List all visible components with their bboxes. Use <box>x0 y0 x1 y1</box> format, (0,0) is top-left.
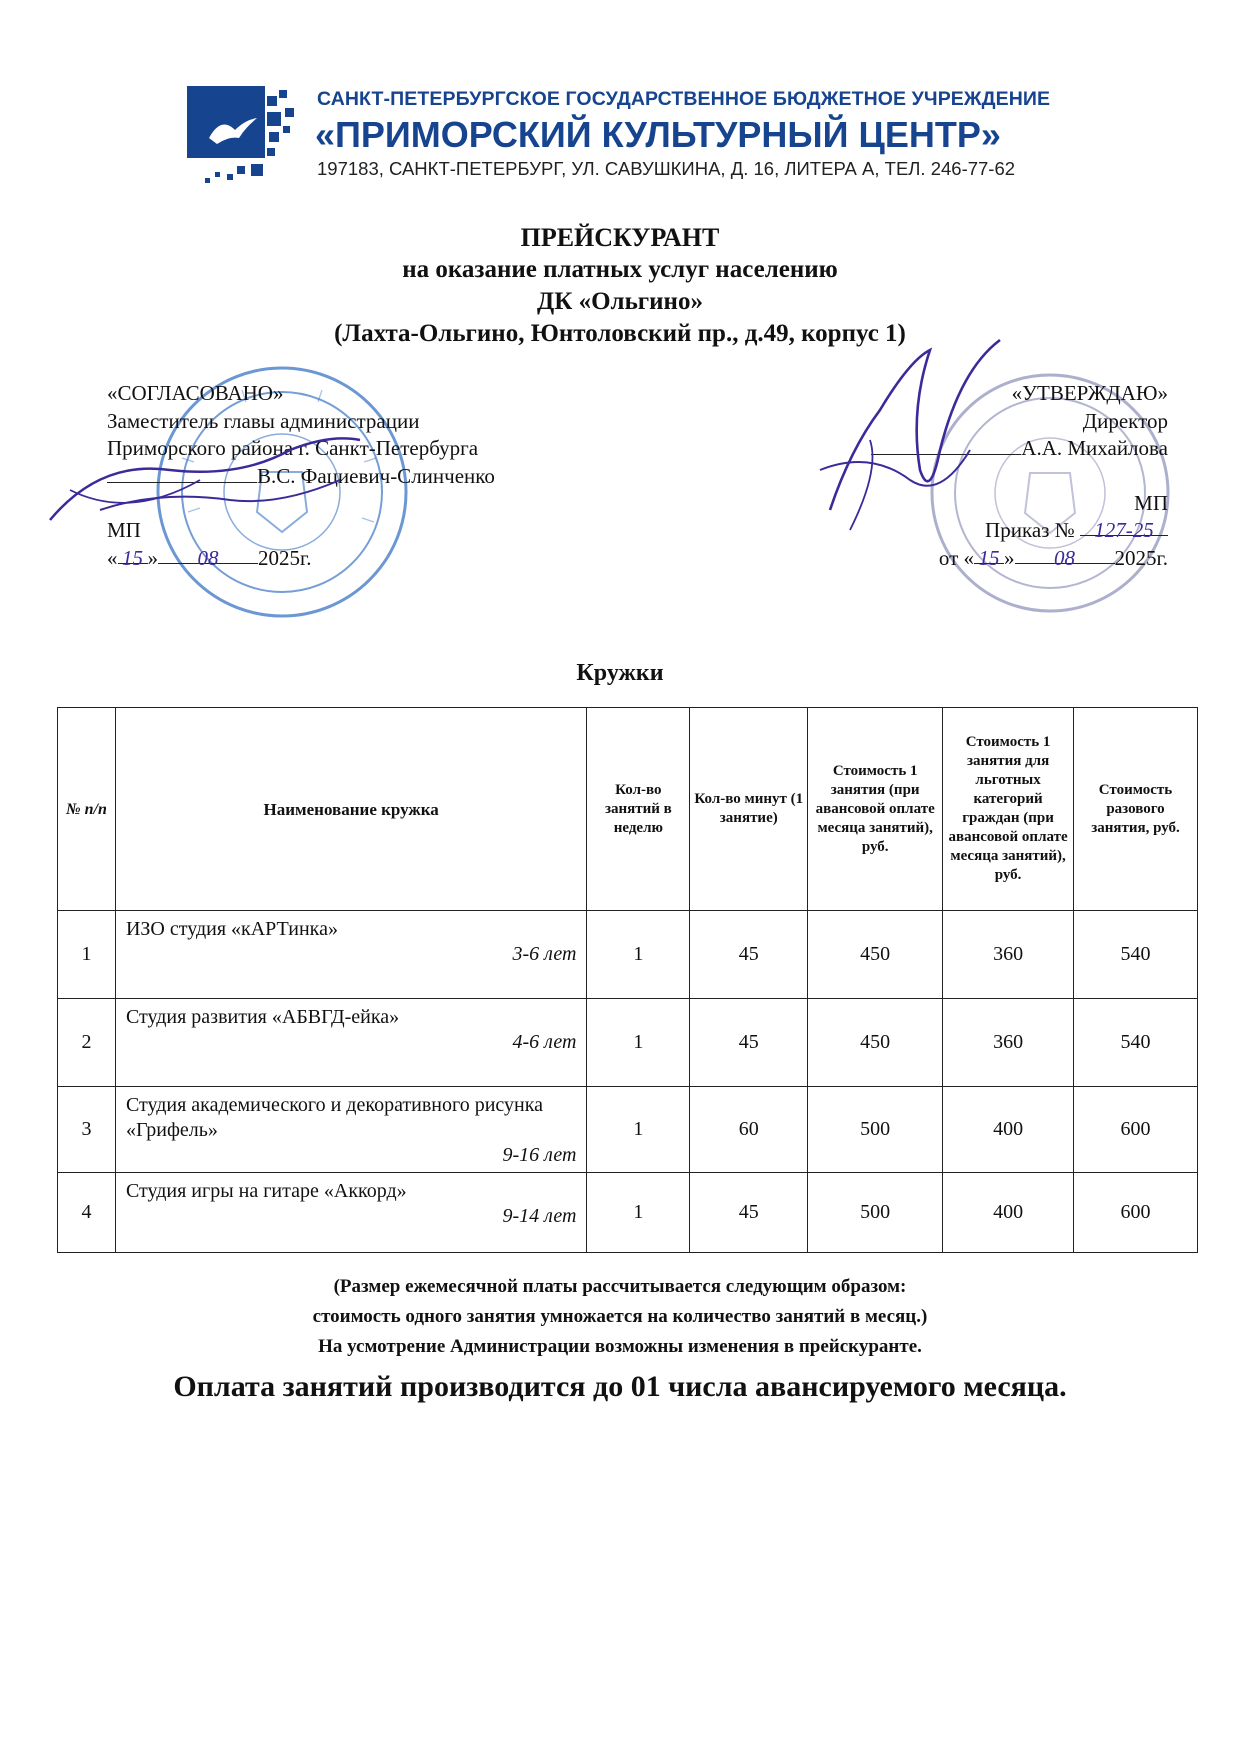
document-title: ПРЕЙСКУРАНТ <box>520 223 720 252</box>
header-price-benefit: Стоимость 1 занятия для льготных категорий граждан (при авансовой оплате месяца занятий), руб. <box>943 708 1074 911</box>
approve-date-day: 15 <box>974 545 1004 564</box>
club-name: Студия игры на гитаре «Аккорд» <box>125 1180 407 1202</box>
row-per-week: 1 <box>587 999 690 1087</box>
row-price-single: 540 <box>1074 999 1198 1087</box>
header-number: № п/п <box>58 708 116 911</box>
club-age: 3-6 лет <box>512 943 577 965</box>
note-line3: На усмотрение Администрации возможны изменения в прейскуранте. <box>318 1336 922 1357</box>
table-row <box>58 1173 1198 1253</box>
org-address: 197183, САНКТ-ПЕТЕРБУРГ, УЛ. САВУШКИНА, Д. 16, ЛИТЕРА А, ТЕЛ. 246-77-62 <box>317 158 1016 179</box>
row-minutes: 60 <box>690 1087 808 1173</box>
organization-logo <box>187 86 305 186</box>
agreed-signature <box>40 420 370 530</box>
agreed-signatory-name: В.С. Фациевич-Слинченко <box>257 463 495 488</box>
org-name-line2: «ПРИМОРСКИЙ КУЛЬТУРНЫЙ ЦЕНТР» <box>315 114 1001 155</box>
row-name-cell <box>115 1087 586 1173</box>
row-price-benefit: 400 <box>943 1087 1074 1173</box>
row-price-month: 450 <box>808 911 943 999</box>
row-price-single: 540 <box>1074 911 1198 999</box>
row-name-cell <box>115 911 586 999</box>
note-line1: (Размер ежемесячной платы рассчитывается следующим образом: <box>333 1276 907 1297</box>
row-number: 1 <box>58 911 116 999</box>
header-name: Наименование кружка <box>115 708 586 911</box>
org-name-line1: САНКТ-ПЕТЕРБУРГСКОЕ ГОСУДАРСТВЕННОЕ БЮДЖЕТНОЕ УЧРЕЖДЕНИЕ <box>317 88 1051 110</box>
row-price-benefit: 360 <box>943 911 1074 999</box>
club-name: Студия академического и декоративного рисунка «Грифель» <box>125 1094 544 1141</box>
row-minutes: 45 <box>690 911 808 999</box>
row-price-month: 450 <box>808 999 943 1087</box>
approve-date-month: 08 <box>1015 545 1115 564</box>
price-notes <box>0 1272 1240 1362</box>
payment-deadline-note: Оплата занятий производится до 01 числа авансируемого месяца. <box>173 1370 1067 1403</box>
club-age: 4-6 лет <box>512 1031 577 1053</box>
row-minutes: 45 <box>690 999 808 1087</box>
row-per-week: 1 <box>587 911 690 999</box>
header-per-week: Кол-во занятий в неделю <box>587 708 690 911</box>
note-line2: стоимость одного занятия умножается на количество занятий в месяц.) <box>312 1306 928 1327</box>
row-name-cell <box>115 1173 586 1253</box>
approve-label: «УТВЕРЖДАЮ» <box>1011 381 1168 405</box>
approve-signature <box>810 330 1040 540</box>
venue-address: (Лахта-Ольгино, Юнтоловский пр., д.49, корпус 1) <box>334 320 906 347</box>
row-price-month: 500 <box>808 1173 943 1253</box>
document-title-block <box>0 222 1240 350</box>
club-name: ИЗО студия «кАРТинка» <box>125 918 338 940</box>
price-table <box>57 707 1198 1253</box>
agreed-date-day: 15 <box>118 545 148 564</box>
header-minutes: Кол-во минут (1 занятие) <box>690 708 808 911</box>
header-price-month: Стоимость 1 занятия (при авансовой оплате месяца занятий), руб. <box>808 708 943 911</box>
agreed-label: «СОГЛАСОВАНО» <box>107 381 284 405</box>
approve-order: Приказ № 127-25 <box>871 517 1168 545</box>
row-per-week: 1 <box>587 1173 690 1253</box>
row-minutes: 45 <box>690 1173 808 1253</box>
agreed-date-year: 2025г. <box>258 545 312 570</box>
approve-order-number: 127-25 <box>1080 517 1168 536</box>
club-age: 9-14 лет <box>502 1205 577 1227</box>
table-row <box>58 911 1198 999</box>
approve-position: Директор <box>1082 408 1168 433</box>
organization-header <box>187 86 1087 186</box>
row-name-cell <box>115 999 586 1087</box>
section-title: Кружки <box>576 660 664 686</box>
agreed-date: « 15 » 08 2025г. <box>107 545 312 570</box>
agreed-mp-label: МП <box>107 518 141 542</box>
club-age: 9-16 лет <box>502 1144 577 1166</box>
club-name: Студия развития «АБВГД-ейка» <box>125 1006 400 1028</box>
row-price-month: 500 <box>808 1087 943 1173</box>
agreed-position-line1: Заместитель главы администрации <box>107 408 420 433</box>
row-price-single: 600 <box>1074 1087 1198 1173</box>
row-number: 2 <box>58 999 116 1087</box>
agreed-position-line2: Приморского района г. Санкт-Петербурга <box>107 436 479 460</box>
row-price-single: 600 <box>1074 1173 1198 1253</box>
approve-date-year: 2025г. <box>1114 545 1168 570</box>
row-per-week: 1 <box>587 1087 690 1173</box>
table-row <box>58 1087 1198 1173</box>
document-subtitle: на оказание платных услуг населению <box>402 256 838 283</box>
row-price-benefit: 400 <box>943 1173 1074 1253</box>
row-number: 4 <box>58 1173 116 1253</box>
agreed-date-month: 08 <box>158 545 258 564</box>
row-price-benefit: 360 <box>943 999 1074 1087</box>
table-row <box>58 999 1198 1087</box>
venue-name: ДК «Ольгино» <box>537 288 703 315</box>
table-header-row <box>58 708 1198 911</box>
approve-signatory-name: А.А. Михайлова <box>1021 436 1168 460</box>
approve-mp-label: МП <box>1134 490 1168 515</box>
header-price-single: Стоимость разового занятия, руб. <box>1074 708 1198 911</box>
approve-date: от « 15 » 08 2025г. <box>938 545 1168 570</box>
row-number: 3 <box>58 1087 116 1173</box>
